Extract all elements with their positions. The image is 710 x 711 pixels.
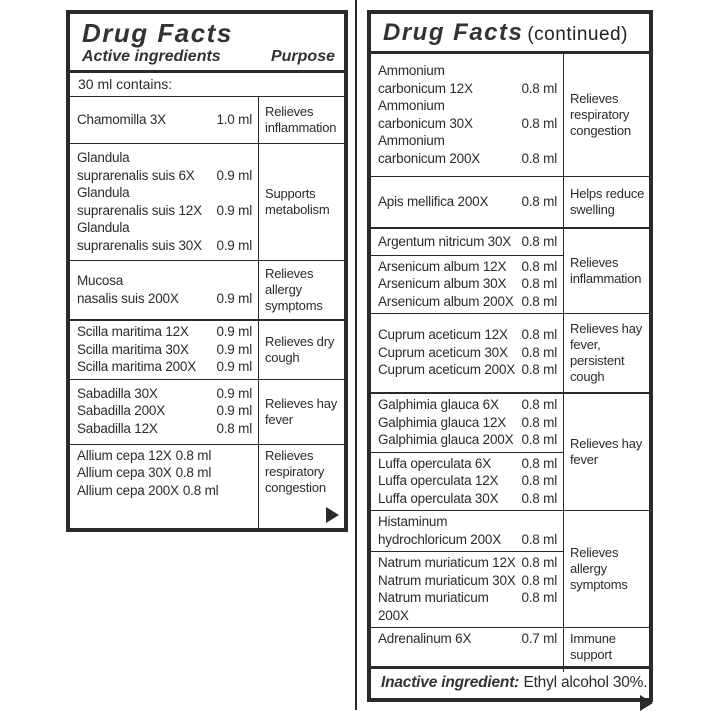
ingredient-entry [378,326,557,344]
purpose-cell [258,445,344,529]
ingredient-name: Apis mellifica 200X [378,193,489,209]
ingredient-entry [378,62,557,97]
ingredient-entry [378,293,557,311]
ingredient-row [371,54,649,176]
ingredient-amount: 0.8 ml [521,193,557,209]
ingredient-amount: 0.8 ml [521,555,557,570]
ingredient-entry [378,589,557,624]
ingredient-name: Cuprum aceticum 12X [378,327,508,343]
ingredient-column [70,261,258,319]
ingredient-name: Glandula [77,220,130,235]
ingredient-entry [378,472,557,490]
purpose-text: Supports metabolism [265,186,330,217]
ingredient-name: Cuprum aceticum 200X [378,362,516,378]
ingredient-column [70,97,258,143]
ingredient-row [371,313,649,392]
ingredient-amount: 0.8 ml [521,490,557,506]
purpose-text: Relieves respiratory congestion [265,447,326,495]
ingredient-name: Natrum muriaticum 30X [378,572,516,588]
ingredient-group [371,255,563,314]
purpose-text: Relieves hay fever, persistent cough [570,321,643,384]
ingredient-entry [378,572,557,590]
purpose-cell [563,177,649,227]
ingredient-name: Argentum nitricum 30X [378,233,512,249]
purpose-cell [563,314,649,392]
ingredient-entry [378,97,557,132]
ingredient-row [70,143,344,260]
ingredient-name: Allium cepa 12X [77,447,172,463]
ingredient-amount: 0.9 ml [216,324,252,339]
ingredient-column [371,511,563,627]
purpose-text: Relieves allergy symptoms [570,545,628,592]
purpose-cell [563,229,649,313]
ingredient-name: hydrochloricum 200X [378,531,502,547]
ingredient-name: Ammonium [378,133,445,148]
ingredient-name: Luffa operculata 30X [378,490,499,506]
ingredient-amount: 0.8 ml [521,572,557,588]
purpose-cell [258,380,344,444]
ingredient-amount: 0.9 ml [216,202,252,218]
ingredient-amount: 0.8 ml [521,327,557,343]
ingredient-entry [378,455,557,473]
ingredient-row [371,227,649,313]
ingredient-amount: 0.8 ml [521,455,557,471]
ingredient-name: Natrum muriaticum 200X [378,590,489,623]
ingredient-column [371,229,563,313]
ingredient-entry [77,272,252,307]
ingredient-amount: 0.9 ml [216,385,252,401]
ingredient-group [371,314,563,392]
ingredient-name: Cuprum aceticum 30X [378,344,508,360]
drug-facts-header [70,14,344,73]
ingredient-entry [378,414,557,432]
ingredient-group [70,261,258,319]
ingredient-amount: 0.8 ml [521,432,557,447]
ingredient-name: Natrum muriaticum 12X [378,555,516,570]
continued-label: (continued) [527,24,628,45]
ingredient-group [70,144,258,260]
ingredient-amount: 0.8 ml [521,590,557,605]
ingredient-name: carbonicum 200X [378,150,481,166]
ingredient-name: Luffa operculata 6X [378,455,492,471]
ingredient-amount: 0.9 ml [216,359,252,374]
ingredient-entry [77,184,252,219]
ingredient-name: Sabadilla 200X [77,403,166,419]
purpose-column-header: Purpose [270,48,335,65]
ingredient-name: Arsenicum album 12X [378,258,507,274]
ingredient-name: Arsenicum album 200X [378,293,514,309]
ingredient-entry [378,258,557,276]
ingredient-amount: 0.8 ml [182,482,219,498]
ingredient-name: nasalis suis 200X [77,290,179,306]
purpose-text: Relieves hay fever [265,395,338,427]
ingredient-group [371,177,563,227]
purpose-text: Relieves respiratory congestion [570,91,631,138]
panel-divider [355,0,357,710]
ingredient-amount: 0.8 ml [521,115,557,131]
ingredient-amount: 0.8 ml [521,414,557,430]
ingredient-group [371,511,563,551]
ingredient-entry [378,361,557,379]
inactive-ingredient-label: Inactive ingredient: [381,674,520,691]
ingredient-entry [378,233,557,251]
ingredient-amount: 1.0 ml [216,111,252,127]
ingredient-name: Glandula [77,185,130,200]
ingredient-row [371,510,649,627]
ingredient-row [70,260,344,319]
ingredient-name: Ammonium [378,63,445,78]
ingredient-column [70,321,258,379]
continued-arrow-icon [640,695,653,711]
ingredient-name: suprarenalis suis 6X [77,167,195,183]
ingredient-name: Mucosa [77,273,124,288]
ingredient-column [70,445,258,529]
ingredient-group [371,54,563,176]
ingredient-group [70,97,258,143]
purpose-cell [563,54,649,176]
ingredient-entry [77,402,252,420]
inactive-ingredient-value: Ethyl alcohol 30%. [523,674,648,691]
ingredient-entry [77,111,252,129]
ingredient-name: Allium cepa 30X [77,465,172,480]
ingredient-name: Scilla maritima 30X [77,341,189,357]
ingredient-entry [378,344,557,362]
purpose-text: Relieves allergy symptoms [265,266,323,313]
ingredient-amount: 0.8 ml [521,397,557,412]
purpose-text: Relieves inflammation [570,255,642,286]
ingredient-name: Histaminum [378,514,448,529]
drug-facts-panel-right [367,10,653,702]
ingredient-entry [378,431,557,449]
ingredient-name: Sabadilla 12X [77,420,158,436]
ingredient-name: Arsenicum album 30X [378,276,507,291]
ingredient-name: carbonicum 12X [378,80,473,96]
ingredient-group [70,380,258,444]
ingredient-entry [77,219,252,254]
ingredient-entry [378,554,557,572]
ingredient-entry [77,447,211,465]
purpose-text: Immune support [570,631,616,662]
purpose-text: Relieves inflammation [265,104,337,135]
ingredient-column [371,394,563,510]
ingredient-row [70,319,344,379]
ingredient-group [70,445,258,529]
active-ingredients-column-header: Active ingredients [82,48,221,65]
ingredient-column [371,177,563,227]
ingredient-row [371,176,649,227]
ingredient-amount: 0.8 ml [521,258,557,274]
ingredients-table-left [70,73,344,528]
ingredient-amount: 0.9 ml [216,237,252,253]
drug-facts-panel-left [66,10,348,532]
ingredient-entry [378,490,557,508]
ingredient-entry [77,323,252,341]
ingredient-entry [77,482,218,500]
ingredient-name: Adrenalinum 6X [378,631,472,646]
ingredient-amount: 0.8 ml [175,447,212,463]
drug-facts-title: Drug Facts [82,18,233,48]
ingredient-column [371,314,563,392]
ingredient-name: suprarenalis suis 12X [77,202,202,218]
ingredient-amount: 0.8 ml [521,362,557,378]
ingredient-group [371,452,563,511]
purpose-cell [563,511,649,627]
ingredient-group [371,394,563,452]
ingredient-name: Ammonium [378,98,445,113]
ingredient-group [70,321,258,379]
ingredient-name: Scilla maritima 12X [77,324,189,339]
ingredient-amount: 0.8 ml [521,150,557,166]
ingredients-table-right [371,54,649,666]
ingredient-amount: 0.8 ml [521,80,557,96]
purpose-cell [563,628,649,672]
ingredient-amount: 0.9 ml [216,341,252,357]
ingredient-amount: 0.8 ml [521,344,557,360]
ingredient-column [70,144,258,260]
ingredient-amount: 0.8 ml [521,531,557,547]
purpose-text: Relieves hay fever [570,436,643,467]
purpose-cell [258,261,344,319]
ingredient-row [70,379,344,444]
ingredient-amount: 0.8 ml [216,420,252,436]
ingredient-entry [378,132,557,167]
ingredient-name: Scilla maritima 200X [77,359,197,374]
ingredient-group [371,551,563,627]
continued-arrow-icon [326,507,339,523]
ingredient-row [371,392,649,510]
ingredient-amount: 0.8 ml [521,276,557,291]
ingredient-group [371,229,563,255]
ingredient-entry [378,193,557,211]
ingredient-entry [378,275,557,293]
ingredient-name: Galphimia glauca 12X [378,414,507,430]
purpose-text: Relieves dry cough [265,333,335,365]
ingredient-entry [378,513,557,548]
ingredient-column [70,380,258,444]
purpose-cell [258,144,344,260]
ingredient-entry [378,396,557,414]
ingredient-entry [77,358,252,376]
ingredient-column [371,54,563,176]
ingredient-entry [378,630,557,648]
ingredient-name: Galphimia glauca 200X [378,432,514,447]
ingredient-name: carbonicum 30X [378,115,473,131]
ingredient-amount: 0.8 ml [175,465,212,480]
ingredient-name: Glandula [77,150,130,165]
ingredient-amount: 0.8 ml [521,233,557,249]
ingredient-entry [77,341,252,359]
drug-facts-title: Drug Facts [383,19,524,46]
contains-note: 30 ml contains: [78,76,173,92]
ingredient-name: Allium cepa 200X [77,482,179,498]
ingredient-name: Chamomilla 3X [77,111,166,127]
ingredient-entry [77,420,252,438]
ingredient-name: Luffa operculata 12X [378,473,499,488]
ingredient-entry [77,149,252,184]
ingredient-amount: 0.7 ml [521,631,557,646]
ingredient-amount: 0.9 ml [216,290,252,306]
ingredient-amount: 0.8 ml [521,473,557,488]
purpose-cell [563,394,649,510]
purpose-cell [258,321,344,379]
ingredient-amount: 0.9 ml [216,403,252,419]
purpose-text: Helps reduce swelling [570,186,645,217]
ingredient-row [70,96,344,143]
ingredient-entry [77,464,211,482]
ingredient-amount: 0.8 ml [521,293,557,309]
ingredient-entry [77,385,252,403]
ingredient-name: suprarenalis suis 30X [77,237,202,253]
drug-facts-continued-header [371,14,649,54]
purpose-cell [258,97,344,143]
ingredient-name: Galphimia glauca 6X [378,397,499,412]
ingredient-row [70,444,344,529]
ingredient-name: Sabadilla 30X [77,385,158,401]
ingredient-amount: 0.9 ml [216,167,252,183]
